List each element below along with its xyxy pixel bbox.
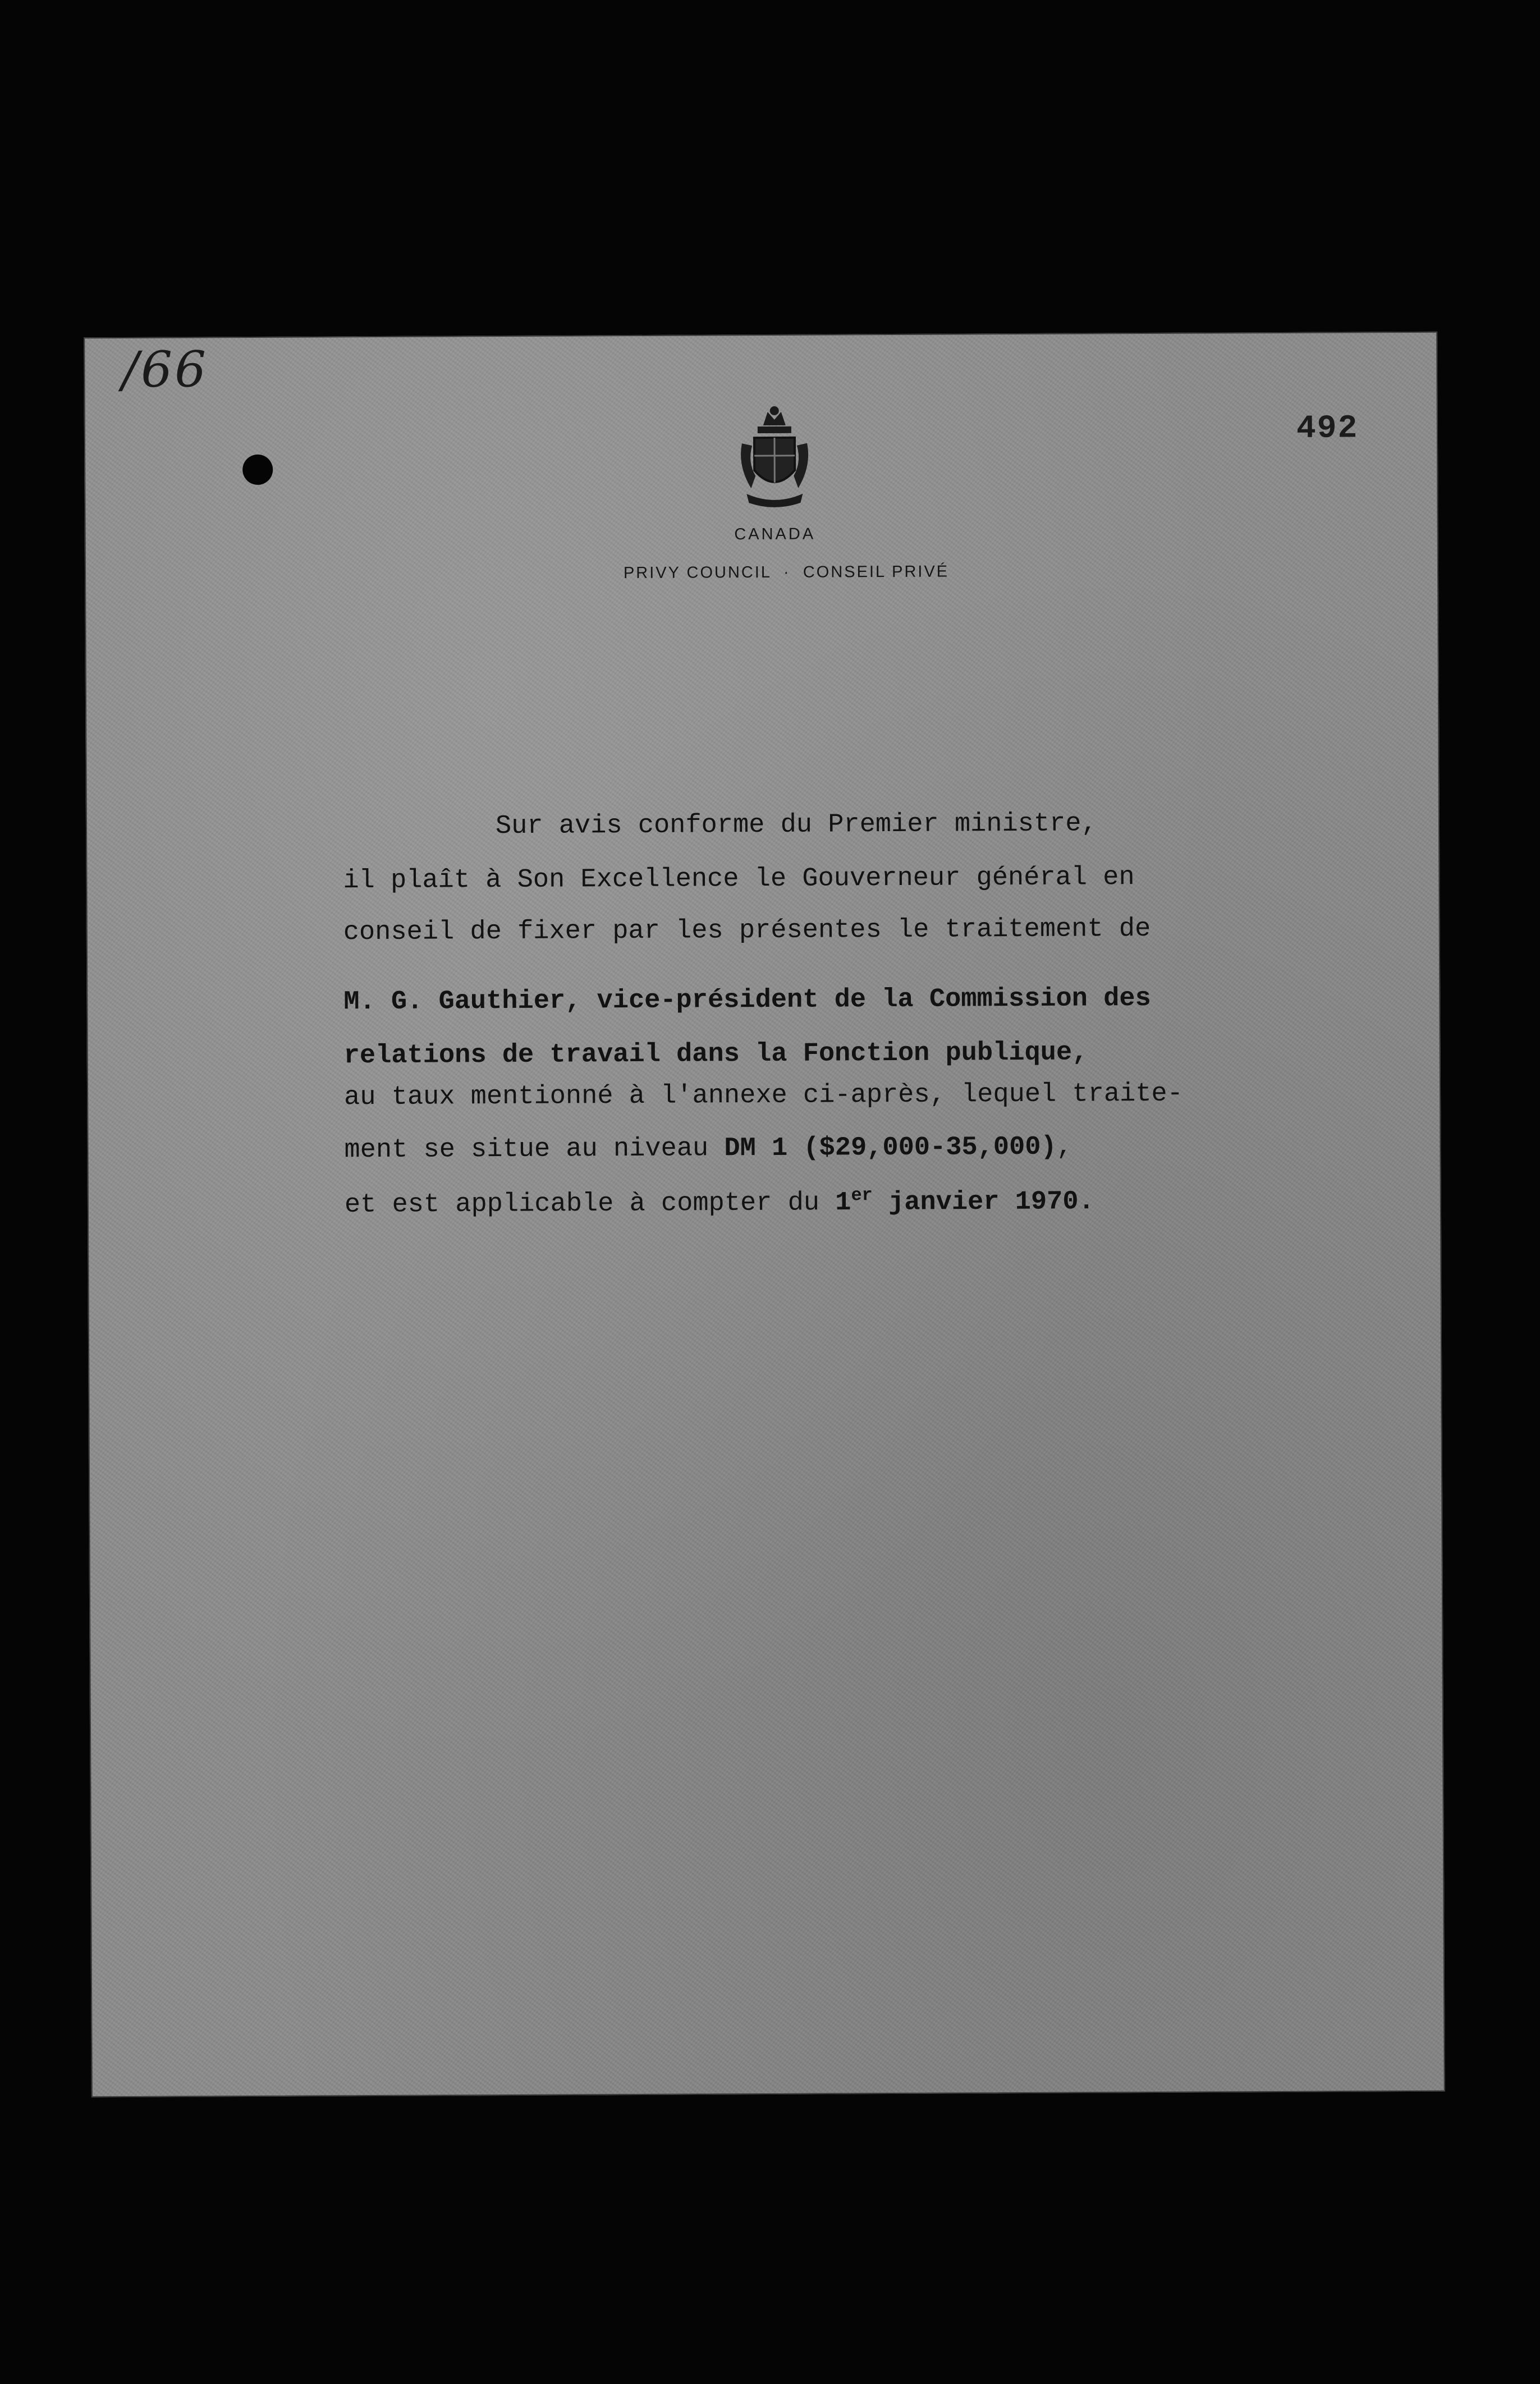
body-line-2: il plaît à Son Excellence le Gouverneur général en xyxy=(343,863,1135,896)
document-page xyxy=(84,332,1445,2097)
page-number: 492 xyxy=(1296,410,1359,447)
body-line-8-prefix: et est applicable à compter du xyxy=(344,1188,836,1220)
handwritten-note: /66 xyxy=(122,340,209,398)
effective-day: 1 xyxy=(835,1188,851,1218)
punch-hole xyxy=(242,455,273,485)
body-line-7 xyxy=(344,1133,1072,1166)
header-council: PRIVY COUNCIL · CONSEIL PRIVÉ xyxy=(623,562,950,583)
body-line-1: Sur avis conforme du Premier ministre, xyxy=(495,809,1097,842)
effective-date: janvier 1970. xyxy=(872,1187,1094,1218)
body-line-7-suffix: , xyxy=(1056,1132,1073,1162)
body-line-5: relations de travail dans la Fonction publique, xyxy=(343,1038,1088,1071)
header-country: CANADA xyxy=(734,525,816,544)
body-line-6: au taux mentionné à l'annexe ci-après, lequel traite- xyxy=(343,1079,1184,1113)
body-line-8 xyxy=(345,1184,1094,1219)
salary-level: DM 1 ($29,000-35,000) xyxy=(724,1132,1057,1164)
body-line-4: M. G. Gauthier, vice-président de la Commission des xyxy=(343,983,1151,1017)
canada-coat-of-arms-icon xyxy=(735,404,814,511)
body-line-3: conseil de fixer par les présentes le traitement de xyxy=(343,914,1151,948)
body-line-7-prefix: ment se situe au niveau xyxy=(344,1134,725,1166)
effective-day-ordinal: er xyxy=(851,1185,873,1206)
